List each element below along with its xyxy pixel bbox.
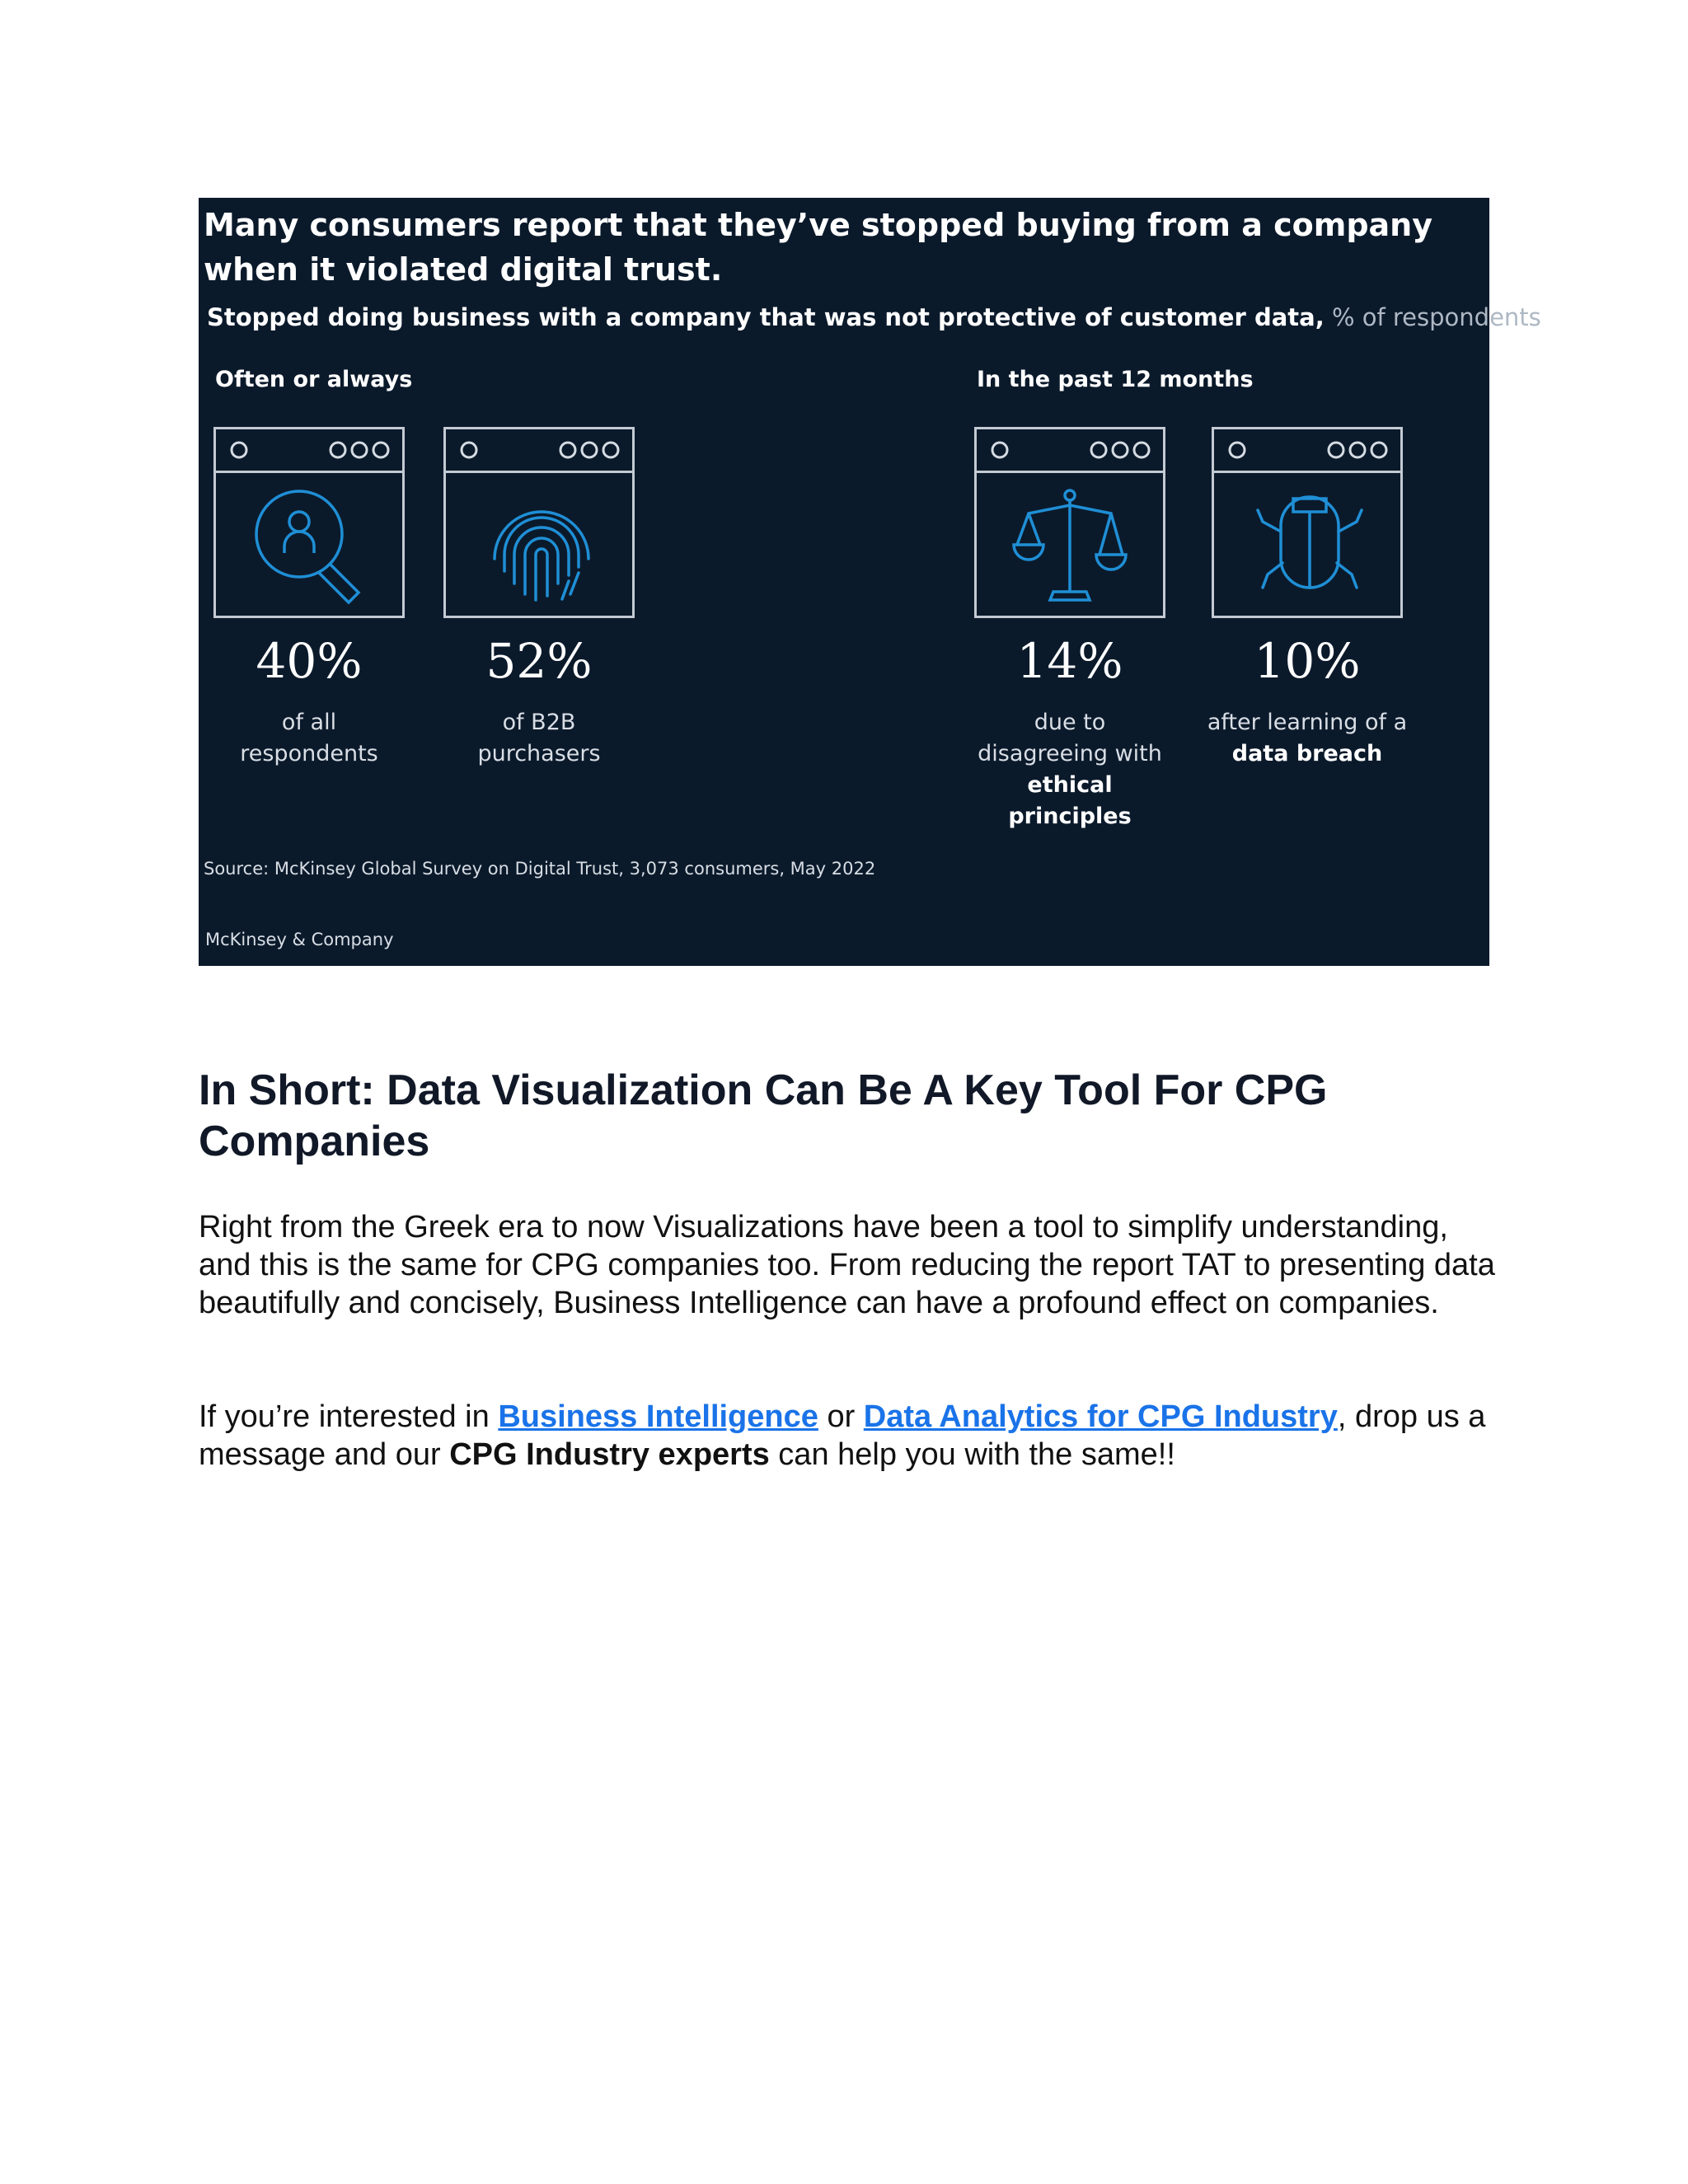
magnifier-person-icon (250, 480, 373, 612)
stat-value-all-respondents: 40% (256, 633, 363, 689)
data-analytics-link[interactable]: Data Analytics for CPG Industry (863, 1399, 1338, 1434)
window-dots-icon (977, 429, 1163, 471)
window-dots-icon (446, 429, 632, 471)
group-label-past-year: In the past 12 months (977, 367, 1254, 392)
window-bar (977, 429, 1163, 473)
desc-line: purchasers (477, 741, 601, 766)
desc-line: due to (1034, 710, 1106, 735)
stat-card-breach (1212, 427, 1403, 618)
desc-line: after learning of a (1207, 710, 1408, 735)
cta-paragraph (199, 1398, 1501, 1474)
stat-desc-ethics (963, 707, 1177, 832)
infographic-title: Many consumers report that they’ve stopped buying from a company when it violated digital trust. (204, 207, 1432, 288)
infographic-panel (199, 198, 1541, 966)
stat-desc-breach (1200, 707, 1414, 770)
stat-card-b2b (443, 427, 635, 618)
source-note: Source: McKinsey Global Survey on Digital Trust, 3,073 consumers, May 2022 (204, 859, 876, 879)
desc-line: respondents (240, 741, 378, 766)
infographic-subtitle (207, 303, 1541, 331)
stat-value-b2b: 52% (485, 633, 593, 689)
stat-value-breach: 10% (1254, 633, 1361, 689)
text-span: , drop us a message and our (199, 1399, 1486, 1472)
desc-line: of all (281, 710, 337, 735)
subtitle-main: Stopped doing business with a company that was not protective of customer data, (207, 303, 1325, 331)
window-bar (446, 429, 632, 473)
window-bar (216, 429, 402, 473)
brand-credit: McKinsey & Company (205, 930, 394, 949)
window-dots-icon (1214, 429, 1400, 471)
fingerprint-icon (480, 480, 603, 612)
stat-value-ethics: 14% (1016, 633, 1123, 689)
body-paragraph: Right from the Greek era to now Visualizations have been a tool to simplify understanding, and this is the same for CPG companies too. From reducing the report TAT to presenting data beautifully and concisely, Business Intelligence can have a profound effect on companies. (199, 1210, 1495, 1320)
window-bar (1214, 429, 1400, 473)
text-span: can help you with the same!! (769, 1437, 1175, 1472)
text-span: or (818, 1399, 864, 1434)
scales-icon (1010, 480, 1134, 612)
business-intelligence-link[interactable]: Business Intelligence (498, 1399, 818, 1434)
stat-desc-b2b (432, 707, 646, 770)
stat-desc-all-respondents (202, 707, 416, 770)
desc-line-bold: ethical principles (1008, 772, 1132, 829)
text-span: If you’re interested in (199, 1399, 499, 1434)
desc-line-bold: data breach (1231, 741, 1383, 766)
bug-icon (1248, 480, 1372, 612)
desc-line: of B2B (502, 710, 576, 735)
section-heading: In Short: Data Visualization Can Be A Key Tool For CPG Companies (199, 1066, 1328, 1165)
stat-card-all-respondents (213, 427, 405, 618)
stat-card-ethics (974, 427, 1165, 618)
subtitle-unit: % of respondents (1324, 303, 1541, 331)
group-label-often: Often or always (215, 367, 413, 392)
window-dots-icon (216, 429, 402, 471)
experts-emphasis: CPG Industry experts (449, 1437, 770, 1472)
desc-line: disagreeing with (978, 741, 1162, 766)
